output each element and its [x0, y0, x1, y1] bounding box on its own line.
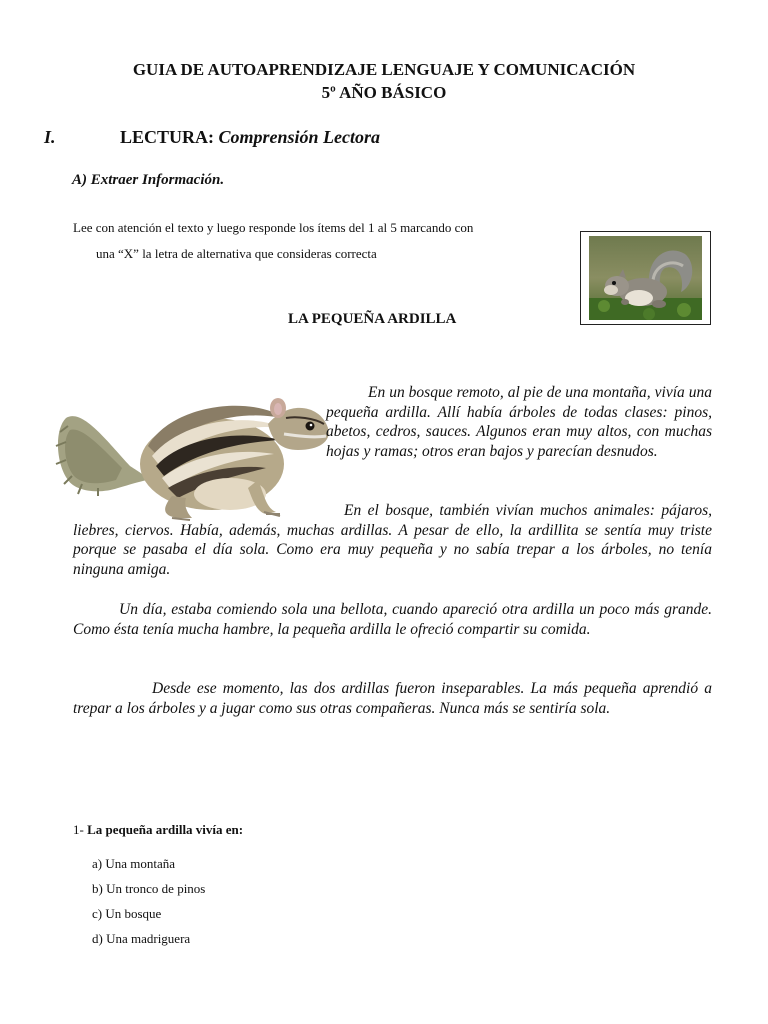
- question-1-number: 1-: [73, 822, 84, 837]
- section-title: [120, 127, 380, 148]
- instructions-line-1: Lee con atención el texto y luego responde los ítems del 1 al 5 marcando con: [73, 220, 474, 235]
- section-label: LECTURA:: [120, 127, 215, 147]
- question-1-option-d[interactable]: d) Una madriguera: [92, 931, 191, 946]
- story-paragraph-1: [326, 383, 712, 461]
- page-title: GUIA DE AUTOAPRENDIZAJE LENGUAJE Y COMUNICACIÓN: [132, 60, 636, 79]
- squirrel-photo: [580, 231, 711, 325]
- story-paragraph-4: [73, 679, 712, 718]
- grade-level: 5º AÑO BÁSICO: [321, 83, 447, 102]
- section-subtitle: Comprensión Lectora: [218, 127, 381, 147]
- story-paragraph-3: [73, 600, 712, 639]
- question-1-option-a[interactable]: a) Una montaña: [92, 856, 176, 871]
- instructions-line-2: una “X” la letra de alternativa que consideras correcta: [96, 246, 377, 261]
- question-1-option-c[interactable]: c) Un bosque: [92, 906, 162, 921]
- story-paragraph-1-text: En un bosque remoto, al pie de una montaña, vivía una pequeña ardilla. Allí había árboles de todas clases: pinos, abetos, cedros, sauces. Algunos eran muy altos, con muchas hojas y ramas; otros eran bajos y parecían desnudos.: [326, 384, 712, 460]
- story-paragraph-3-text: Un día, estaba comiendo sola una bellota, cuando apareció otra ardilla un poco más grande. Como ésta tenía mucha hambre, la pequeña ardilla le ofreció compartir su comida.: [73, 601, 712, 638]
- section-number: I.: [44, 127, 56, 147]
- question-1-text: La pequeña ardilla vivía en:: [87, 822, 244, 837]
- squirrel-photo-image: [589, 236, 702, 320]
- story-paragraph-4-text: Desde ese momento, las dos ardillas fueron inseparables. La más pequeña aprendió a trepar a los árboles y a jugar como sus otras compañeras. Nunca más se sentiría sola.: [73, 680, 712, 717]
- story-paragraph-2-text: En el bosque, también vivían muchos animales: pájaros, liebres, ciervos. Había, además, muchas ardillas. A pesar de ello, la ardillita se sentía muy triste porque se pasaba el día sola. Como era muy pequeña y no sabía trepar a los árboles, no tenía ninguna amiga.: [73, 502, 712, 578]
- question-1-option-b[interactable]: b) Un tronco de pinos: [92, 881, 206, 896]
- story-title: LA PEQUEÑA ARDILLA: [288, 311, 457, 327]
- subsection-title: A) Extraer Información.: [72, 172, 225, 188]
- story-paragraph-2: [73, 501, 712, 579]
- question-1: [73, 822, 243, 838]
